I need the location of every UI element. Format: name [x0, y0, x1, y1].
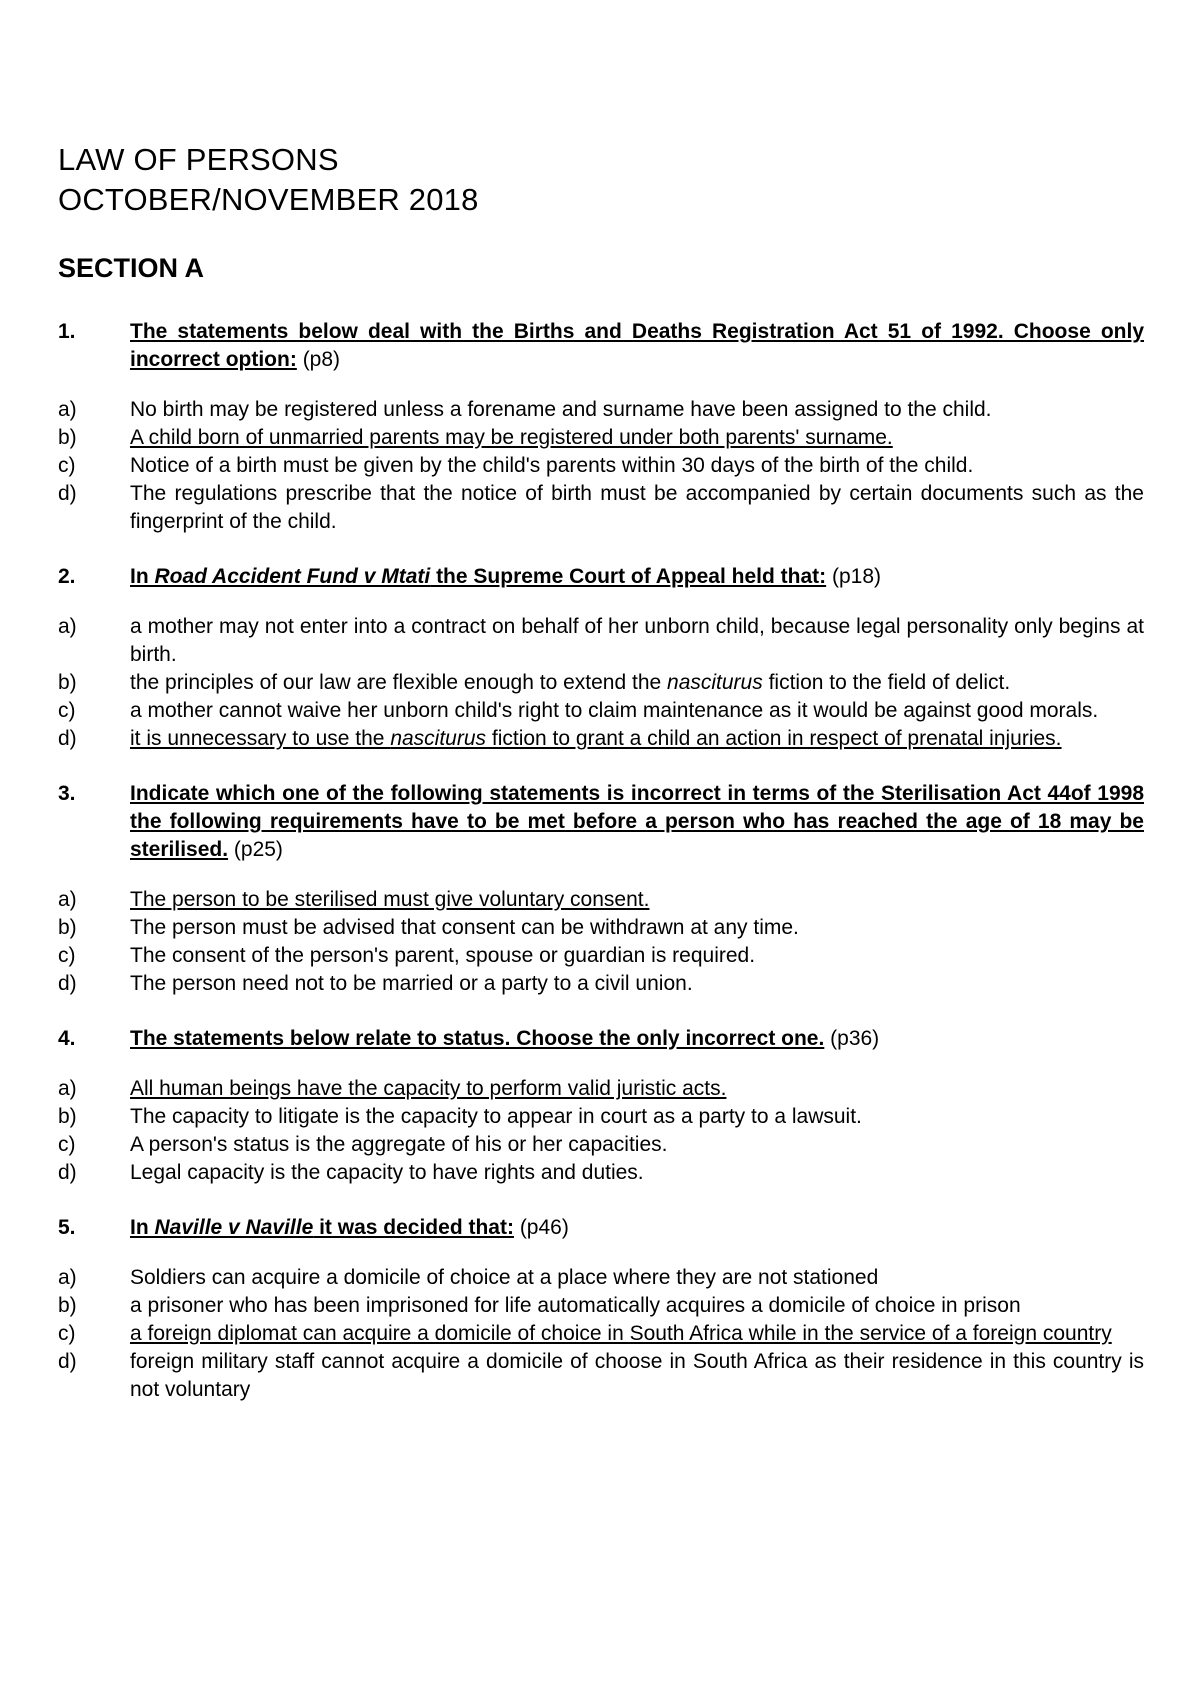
- option-list: [58, 1264, 1144, 1404]
- option-label: a): [58, 888, 77, 911]
- text-run: The statements below deal with the Births and Deaths Registration Act 51 of 1992. Choose only incorrect option:: [130, 320, 1144, 371]
- option-text: [130, 1264, 1144, 1292]
- text-run: Legal capacity is the capacity to have rights and duties.: [130, 1161, 644, 1184]
- text-run: No birth may be registered unless a forename and surname have been assigned to the child.: [130, 398, 992, 421]
- option-label: c): [58, 1133, 76, 1156]
- option-text: [130, 1103, 1144, 1131]
- option-c: [58, 942, 1144, 970]
- page-reference: (p25): [233, 838, 283, 861]
- option-text: [130, 1348, 1144, 1404]
- option-label: b): [58, 671, 77, 694]
- option-text: [130, 480, 1144, 536]
- text-run: The consent of the person's parent, spouse or guardian is required.: [130, 944, 756, 967]
- option-d: [58, 1159, 1144, 1187]
- option-c: [58, 1320, 1144, 1348]
- page-reference: (p18): [831, 565, 882, 588]
- question-4: [58, 1025, 1144, 1187]
- option-label: a): [58, 1077, 77, 1100]
- document-header: [58, 140, 479, 220]
- option-text: [130, 1292, 1144, 1320]
- question-5: [58, 1214, 1144, 1404]
- option-label: a): [58, 615, 77, 638]
- question-number: 1.: [58, 320, 76, 343]
- exam-session: OCTOBER/NOVEMBER 2018: [58, 182, 479, 217]
- question-stem: [58, 1214, 1144, 1242]
- text-run: foreign military staff cannot acquire a domicile of choose in South Africa as their residence in this country is not voluntary: [130, 1350, 1144, 1401]
- option-b: [58, 669, 1144, 697]
- option-d: [58, 970, 1144, 998]
- text-run: it is unnecessary to use the: [130, 727, 391, 750]
- text-run: The statements below relate to status. Choose the only incorrect one.: [130, 1027, 825, 1050]
- option-list: [58, 613, 1144, 753]
- option-c: [58, 697, 1144, 725]
- text-run: a mother may not enter into a contract on behalf of her unborn child, because legal personality only begins at birth.: [130, 615, 1144, 666]
- text-run: The regulations prescribe that the notice of birth must be accompanied by certain documents such as the fingerprint of the child.: [130, 482, 1144, 533]
- option-text: [130, 669, 1144, 697]
- option-text: [130, 914, 1144, 942]
- option-text: [130, 613, 1144, 669]
- text-run: the principles of our law are flexible enough to extend the: [130, 671, 668, 694]
- text-run: Road Accident Fund v Mtati: [154, 565, 431, 588]
- option-b: [58, 1103, 1144, 1131]
- option-a: [58, 1264, 1144, 1292]
- text-run: Indicate which one of the following statements is incorrect in terms of the Sterilisation Act 44of 1998 the following requirements have to be met before a person who has reached the age of 18 may be sterilised.: [130, 782, 1144, 861]
- question-text: [130, 1025, 1144, 1053]
- question-number: 5.: [58, 1216, 76, 1239]
- text-run: nasciturus: [390, 727, 487, 750]
- text-run: Notice of a birth must be given by the child's parents within 30 days of the birth of the child.: [130, 454, 974, 477]
- option-list: [58, 1075, 1144, 1187]
- option-a: [58, 396, 1144, 424]
- option-text: [130, 725, 1144, 753]
- question-2: [58, 563, 1144, 753]
- question-stem: [58, 780, 1144, 864]
- text-run: The person need not to be married or a party to a civil union.: [130, 972, 693, 995]
- option-c: [58, 1131, 1144, 1159]
- question-number: 4.: [58, 1027, 76, 1050]
- question-text: [130, 1214, 1144, 1242]
- option-label: d): [58, 1350, 77, 1373]
- option-text: [130, 1075, 1144, 1103]
- option-text: [130, 942, 1144, 970]
- option-b: [58, 424, 1144, 452]
- option-d: [58, 480, 1144, 536]
- text-run: fiction to the field of delict.: [762, 671, 1011, 694]
- question-text: [130, 563, 1144, 591]
- option-text: [130, 1131, 1144, 1159]
- page-reference: (p36): [830, 1027, 880, 1050]
- text-run: Soldiers can acquire a domicile of choice at a place where they are not stationed: [130, 1266, 879, 1289]
- text-run: it was decided that:: [313, 1216, 514, 1239]
- option-label: c): [58, 944, 76, 967]
- option-label: b): [58, 426, 77, 449]
- option-label: c): [58, 699, 76, 722]
- text-run: a prisoner who has been imprisoned for life automatically acquires a domicile of choice in prison: [130, 1294, 1021, 1317]
- option-label: d): [58, 1161, 77, 1184]
- option-label: b): [58, 916, 77, 939]
- option-label: b): [58, 1294, 77, 1317]
- option-label: c): [58, 454, 76, 477]
- question-number: 3.: [58, 782, 76, 805]
- text-run: A child born of unmarried parents may be registered under both parents' surname.: [130, 426, 893, 449]
- text-run: In: [130, 1216, 155, 1239]
- question-stem: [58, 1025, 1144, 1053]
- page-reference: (p46): [519, 1216, 569, 1239]
- option-b: [58, 1292, 1144, 1320]
- option-label: d): [58, 482, 77, 505]
- option-label: d): [58, 972, 77, 995]
- text-run: a foreign diplomat can acquire a domicile of choice in South Africa while in the service of a foreign country: [130, 1322, 1112, 1345]
- text-run: a mother cannot waive her unborn child's right to claim maintenance as it would be against good morals.: [130, 699, 1099, 722]
- question-stem: [58, 318, 1144, 374]
- question-text: [130, 318, 1144, 374]
- text-run: The person must be advised that consent can be withdrawn at any time.: [130, 916, 799, 939]
- question-list: [58, 318, 1144, 1431]
- question-number: 2.: [58, 565, 76, 588]
- option-label: b): [58, 1105, 77, 1128]
- text-run: The capacity to litigate is the capacity to appear in court as a party to a lawsuit.: [130, 1105, 862, 1128]
- option-a: [58, 613, 1144, 669]
- page-reference: (p8): [302, 348, 341, 371]
- text-run: the Supreme Court of Appeal held that:: [430, 565, 827, 588]
- option-text: [130, 970, 1144, 998]
- option-list: [58, 396, 1144, 536]
- option-text: [130, 1159, 1144, 1187]
- option-label: c): [58, 1322, 76, 1345]
- option-a: [58, 886, 1144, 914]
- question-1: [58, 318, 1144, 536]
- option-text: [130, 396, 1144, 424]
- text-run: In: [130, 565, 155, 588]
- option-d: [58, 725, 1144, 753]
- option-text: [130, 452, 1144, 480]
- text-run: Naville v Naville: [154, 1216, 314, 1239]
- option-b: [58, 914, 1144, 942]
- option-label: a): [58, 1266, 77, 1289]
- text-run: fiction to grant a child an action in respect of prenatal injuries.: [486, 727, 1062, 750]
- option-text: [130, 1320, 1144, 1348]
- question-text: [130, 780, 1144, 864]
- text-run: A person's status is the aggregate of his or her capacities.: [130, 1133, 668, 1156]
- option-label: a): [58, 398, 77, 421]
- option-c: [58, 452, 1144, 480]
- option-text: [130, 424, 1144, 452]
- document-title: LAW OF PERSONS: [58, 142, 339, 177]
- text-run: All human beings have the capacity to perform valid juristic acts.: [130, 1077, 727, 1100]
- option-text: [130, 697, 1144, 725]
- option-a: [58, 1075, 1144, 1103]
- option-label: d): [58, 727, 77, 750]
- option-list: [58, 886, 1144, 998]
- question-3: [58, 780, 1144, 998]
- option-d: [58, 1348, 1144, 1404]
- option-text: [130, 886, 1144, 914]
- text-run: The person to be sterilised must give voluntary consent.: [130, 888, 650, 911]
- question-stem: [58, 563, 1144, 591]
- section-heading: SECTION A: [58, 253, 205, 283]
- text-run: nasciturus: [667, 671, 763, 694]
